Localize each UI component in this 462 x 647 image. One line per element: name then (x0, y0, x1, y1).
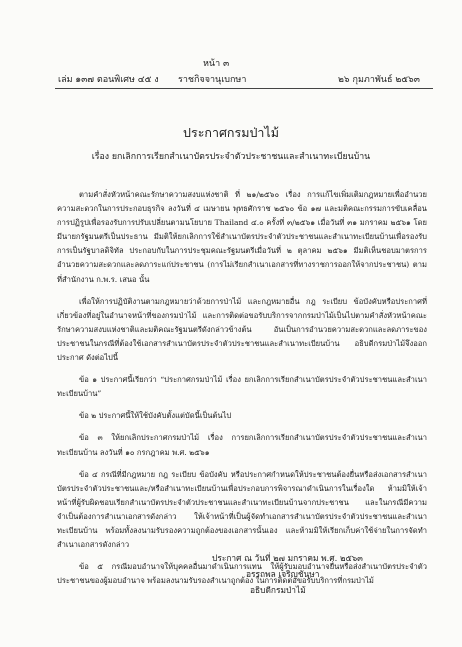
purpose-paragraph: เพื่อให้การปฏิบัติงานตามกฎหมายว่าด้วยการป่าไม้ และกฎหมายอื่น กฎ ระเบียบ ข้อบังคับหรือประกาศที่เกี่ยวข้องที่อยู่ในอำนาจหน้าที่ของกรมป่าไม้ และการติดต่อขอรับบริการจากกรมป่าไม้เป็นไปตามคำสั่งหัวหน้าคณะรักษาความสงบแห่งชาติและมติคณะรัฐมนตรีดังกล่าวข้างต้น อันเป็นการอำนวยความสะดวกและลดภาระของประชาชนในกรณีที่ต้องใช้เอกสารสำเนาบัตรประจำตัวประชาชนและสำเนาทะเบียนบ้าน อธิบดีกรมป่าไม้จึงออกประกาศ ดังต่อไปนี้ (57, 296, 427, 363)
clause-5: ข้อ ๕ กรณีมอบอำนาจให้บุคคลอื่นมาดำเนินการแทน ให้ผู้รับมอบอำนาจยื่นหรือส่งสำเนาบัตรประจำตัวประชาชนของผู้มอบอำนาจ พร้อมลงนามรับรองสำเนาถูกต้อง ในการติดต่อขอรับบริการที่กรมป่าไม้ (57, 562, 427, 586)
announcement-title: ประกาศกรมป่าไม้ (183, 125, 279, 140)
announcement-subject: เรื่อง ยกเลิกการเรียกสำเนาบัตรประจำตัวประชาชนและสำเนาทะเบียนบ้าน (91, 152, 371, 162)
clause-4: ข้อ ๔ กรณีที่มีกฎหมาย กฎ ระเบียบ ข้อบังคับ หรือประกาศกำหนดให้ประชาชนต้องยื่นหรือส่งเอกสารสำเนาบัตรประจำตัวประชาชนและ/หรือสำเนาทะเบียนบ้านเพื่อประกอบการพิจารณาดำเนินการในเรื่องใด ห้ามมิให้เจ้าหน้าที่ผู้รับผิดชอบเรียกสำเนาบัตรประจำตัวประชาชนและสำเนาทะเบียนบ้านจากประชาชน และในกรณีมีความจำเป็นต้องการสำเนาเอกสารดังกล่าว ให้เจ้าหน้าที่เป็นผู้จัดทำเอกสารสำเนาบัตรประจำตัวประชาชนและสำเนาทะเบียนบ้าน พร้อมทั้งลงนามรับรองความถูกต้องของเอกสารนั้นเอง และห้ามมิให้เรียกเก็บค่าใช้จ่ายในการจัดทำสำเนาเอกสารดังกล่าว (57, 469, 427, 550)
clause-3: ข้อ ๓ ให้ยกเลิกประกาศกรมป่าไม้ เรื่อง การยกเลิกการเรียกสำเนาบัตรประจำตัวประชาชนและสำเนาทะเบียนบ้าน ลงวันที่ ๑๐ กรกฎาคม พ.ศ. ๒๕๖๑ (57, 433, 427, 457)
clause-1: ข้อ ๑ ประกาศนี้เรียกว่า “ประกาศกรมป่าไม้ เรื่อง ยกเลิกการเรียกสำเนาบัตรประจำตัวประชาชนและสำเนาทะเบียนบ้าน” (57, 375, 427, 399)
signature-date: ประกาศ ณ วันที่ ๒๗ มกราคม พ.ศ. ๒๕๖๓ (212, 553, 363, 563)
clause-2: ข้อ ๒ ประกาศนี้ให้ใช้บังคับตั้งแต่บัดนี้เป็นต้นไป (79, 411, 232, 421)
page-number: หน้า ๓ (203, 59, 230, 69)
gazette-date: ๒๖ กุมภาพันธ์ ๒๕๖๓ (338, 75, 420, 85)
gazette-name: ราชกิจจานุเบกษา (178, 75, 247, 85)
volume-info: เล่ม ๑๓๗ ตอนพิเศษ ๔๕ ง (58, 75, 159, 85)
header-rule (55, 88, 433, 89)
preamble-paragraph: ตามคำสั่งหัวหน้าคณะรักษาความสงบแห่งชาติ ที่ ๒๑/๒๕๖๐ เรื่อง การแก้ไขเพิ่มเติมกฎหมายเพื่ออำนวยความสะดวกในการประกอบธุรกิจ ลงวันที่ ๔ เมษายน พุทธศักราช ๒๕๖๐ ข้อ ๑๗ และมติคณะกรรมการขับเคลื่อนการปฏิรูปเพื่อรองรับการปรับเปลี่ยนตามนโยบาย Thailand ๔.๐ ครั้งที่ ๓/๒๕๖๑ เมื่อวันที่ ๓๑ มกราคม ๒๕๖๑ โดยมีนายกรัฐมนตรีเป็นประธาน มีมติให้ยกเลิกการใช้สำเนาบัตรประจำตัวประชาชนและสำเนาทะเบียนบ้านเพื่อรองรับการเป็นรัฐบาลดิจิทัล ประกอบกับในการประชุมคณะรัฐมนตรีเมื่อวันที่ ๒ ตุลาคม ๒๕๖๑ มีมติเห็นชอบมาตรการอำนวยความสะดวกและลดภาระแก่ประชาชน (การไม่เรียกสำเนาเอกสารที่ทางราชการออกให้จากประชาชน) ตามที่สำนักงาน ก.พ.ร. เสนอ นั้น (57, 190, 427, 284)
signatory-name: อรรถพล เจริญชันษา (246, 569, 320, 579)
signatory-position: อธิบดีกรมป่าไม้ (250, 585, 306, 595)
announcement-body (57, 188, 427, 596)
